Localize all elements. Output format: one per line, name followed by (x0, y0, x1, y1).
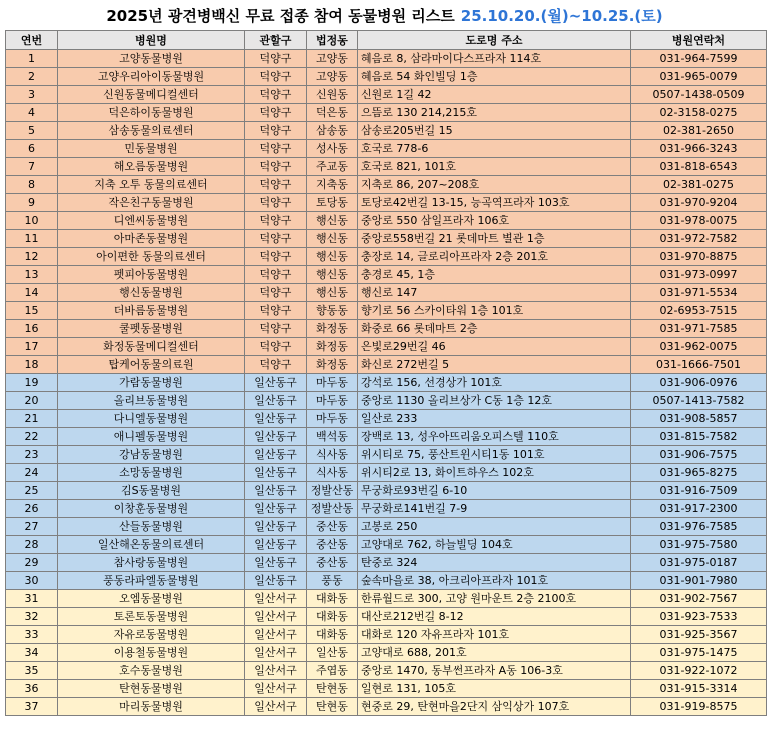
dong-cell: 탄현동 (307, 680, 358, 698)
row-number-cell: 8 (6, 176, 58, 194)
district-cell: 일산서구 (245, 644, 307, 662)
row-number-cell: 24 (6, 464, 58, 482)
phone-number-cell: 031-975-0187 (631, 554, 767, 572)
row-number-cell: 14 (6, 284, 58, 302)
phone-number-cell: 031-818-6543 (631, 158, 767, 176)
road-address-cell: 한류월드로 300, 고양 원마운트 2층 2100호 (358, 590, 631, 608)
dong-cell: 고양동 (307, 50, 358, 68)
table-row (6, 284, 767, 302)
table-row (6, 626, 767, 644)
row-number-cell: 6 (6, 140, 58, 158)
table-row (6, 338, 767, 356)
phone-number-cell: 031-971-5534 (631, 284, 767, 302)
road-address-cell: 고봉로 250 (358, 518, 631, 536)
row-number-cell: 34 (6, 644, 58, 662)
hospital-name-cell: 소망동물병원 (58, 464, 245, 482)
phone-number-cell: 031-915-3314 (631, 680, 767, 698)
district-cell: 일산동구 (245, 464, 307, 482)
phone-number-cell: 0507-1413-7582 (631, 392, 767, 410)
phone-number-cell: 031-919-8575 (631, 698, 767, 716)
dong-cell: 중산동 (307, 536, 358, 554)
table-row (6, 68, 767, 86)
hospital-name-cell: 고양우리아이동물병원 (58, 68, 245, 86)
district-cell: 일산동구 (245, 500, 307, 518)
title-dates: 25.10.20.(월)~10.25.(토) (460, 6, 663, 25)
col-header-hospital: 병원명 (58, 31, 245, 50)
dong-cell: 덕은동 (307, 104, 358, 122)
dong-cell: 토당동 (307, 194, 358, 212)
row-number-cell: 4 (6, 104, 58, 122)
hospital-name-cell: 이용철동물병원 (58, 644, 245, 662)
phone-number-cell: 0507-1438-0509 (631, 86, 767, 104)
dong-cell: 행신동 (307, 284, 358, 302)
district-cell: 일산동구 (245, 518, 307, 536)
table-row (6, 680, 767, 698)
hospital-name-cell: 디엔씨동물병원 (58, 212, 245, 230)
hospital-name-cell: 탑케어동물의료원 (58, 356, 245, 374)
hospital-name-cell: 고양동물병원 (58, 50, 245, 68)
row-number-cell: 36 (6, 680, 58, 698)
dong-cell: 행신동 (307, 230, 358, 248)
district-cell: 일산동구 (245, 428, 307, 446)
dong-cell: 일산동 (307, 644, 358, 662)
phone-number-cell: 031-923-7533 (631, 608, 767, 626)
row-number-cell: 21 (6, 410, 58, 428)
row-number-cell: 5 (6, 122, 58, 140)
road-address-cell: 토당로42번길 13-15, 능곡역프라자 103호 (358, 194, 631, 212)
row-number-cell: 10 (6, 212, 58, 230)
phone-number-cell: 031-975-7580 (631, 536, 767, 554)
road-address-cell: 중앙로 1130 올리브상가 C동 1층 12호 (358, 392, 631, 410)
table-row (6, 410, 767, 428)
table-row (6, 554, 767, 572)
phone-number-cell: 02-381-0275 (631, 176, 767, 194)
hospital-name-cell: 다니엘동물병원 (58, 410, 245, 428)
hospital-name-cell: 화정동물메디컬센터 (58, 338, 245, 356)
district-cell: 덕양구 (245, 266, 307, 284)
phone-number-cell: 031-966-3243 (631, 140, 767, 158)
phone-number-cell: 031-908-5857 (631, 410, 767, 428)
phone-number-cell: 031-815-7582 (631, 428, 767, 446)
sheet-title (0, 0, 769, 30)
row-number-cell: 31 (6, 590, 58, 608)
row-number-cell: 35 (6, 662, 58, 680)
dong-cell: 풍동 (307, 572, 358, 590)
phone-number-cell: 031-901-7980 (631, 572, 767, 590)
district-cell: 덕양구 (245, 68, 307, 86)
row-number-cell: 26 (6, 500, 58, 518)
row-number-cell: 27 (6, 518, 58, 536)
col-header-phone: 병원연락처 (631, 31, 767, 50)
table-row (6, 104, 767, 122)
road-address-cell: 무궁화로93번길 6-10 (358, 482, 631, 500)
row-number-cell: 18 (6, 356, 58, 374)
dong-cell: 지축동 (307, 176, 358, 194)
phone-number-cell: 031-925-3567 (631, 626, 767, 644)
road-address-cell: 고양대로 762, 하늘빌딩 104호 (358, 536, 631, 554)
road-address-cell: 중앙로 550 삼일프라자 106호 (358, 212, 631, 230)
table-row (6, 320, 767, 338)
road-address-cell: 화신로 272번길 5 (358, 356, 631, 374)
district-cell: 덕양구 (245, 302, 307, 320)
hospital-name-cell: 오엠동물병원 (58, 590, 245, 608)
row-number-cell: 32 (6, 608, 58, 626)
road-address-cell: 신원로 1길 42 (358, 86, 631, 104)
road-address-cell: 위시티2로 13, 화이트하우스 102호 (358, 464, 631, 482)
table-row (6, 698, 767, 716)
phone-number-cell: 031-962-0075 (631, 338, 767, 356)
row-number-cell: 3 (6, 86, 58, 104)
col-header-district: 관할구 (245, 31, 307, 50)
phone-number-cell: 031-972-7582 (631, 230, 767, 248)
dong-cell: 백석동 (307, 428, 358, 446)
phone-number-cell: 031-973-0997 (631, 266, 767, 284)
row-number-cell: 7 (6, 158, 58, 176)
road-address-cell: 무궁화로141번길 7-9 (358, 500, 631, 518)
district-cell: 일산서구 (245, 680, 307, 698)
road-address-cell: 대화로 120 자유프라자 101호 (358, 626, 631, 644)
hospital-name-cell: 산들동물병원 (58, 518, 245, 536)
district-cell: 덕양구 (245, 158, 307, 176)
hospital-name-cell: 참사랑동물병원 (58, 554, 245, 572)
dong-cell: 중산동 (307, 554, 358, 572)
col-header-dong: 법정동 (307, 31, 358, 50)
hospital-name-cell: 탄현동물병원 (58, 680, 245, 698)
dong-cell: 정발산동 (307, 500, 358, 518)
table-row (6, 140, 767, 158)
table-row (6, 122, 767, 140)
road-address-cell: 호국로 821, 101호 (358, 158, 631, 176)
district-cell: 덕양구 (245, 104, 307, 122)
dong-cell: 화정동 (307, 356, 358, 374)
phone-number-cell: 02-381-2650 (631, 122, 767, 140)
row-number-cell: 20 (6, 392, 58, 410)
dong-cell: 식사동 (307, 446, 358, 464)
dong-cell: 정발산동 (307, 482, 358, 500)
phone-number-cell: 031-975-1475 (631, 644, 767, 662)
hospital-name-cell: 마리동물병원 (58, 698, 245, 716)
dong-cell: 대화동 (307, 590, 358, 608)
header-row (6, 31, 767, 50)
hospital-name-cell: 펫피아동물병원 (58, 266, 245, 284)
district-cell: 일산서구 (245, 698, 307, 716)
dong-cell: 고양동 (307, 68, 358, 86)
road-address-cell: 일산로 233 (358, 410, 631, 428)
dong-cell: 행신동 (307, 212, 358, 230)
road-address-cell: 으뜸로 130 214,215호 (358, 104, 631, 122)
hospital-name-cell: 덕은하이동물병원 (58, 104, 245, 122)
road-address-cell: 지축로 86, 207~208호 (358, 176, 631, 194)
phone-number-cell: 031-976-7585 (631, 518, 767, 536)
row-number-cell: 2 (6, 68, 58, 86)
row-number-cell: 33 (6, 626, 58, 644)
district-cell: 일산동구 (245, 446, 307, 464)
road-address-cell: 강석로 156, 선경상가 101호 (358, 374, 631, 392)
phone-number-cell: 031-971-7585 (631, 320, 767, 338)
phone-number-cell: 02-6953-7515 (631, 302, 767, 320)
hospital-name-cell: 민동물병원 (58, 140, 245, 158)
road-address-cell: 장백로 13, 성우아뜨리움오피스텔 110호 (358, 428, 631, 446)
table-row (6, 230, 767, 248)
table-body (6, 50, 767, 716)
road-address-cell: 중앙로 1470, 동부썬프라자 A동 106-3호 (358, 662, 631, 680)
road-address-cell: 현중로 29, 탄현마을2단지 삼익상가 107호 (358, 698, 631, 716)
table-row (6, 356, 767, 374)
hospital-name-cell: 쿨펫동물병원 (58, 320, 245, 338)
road-address-cell: 고양대로 688, 201호 (358, 644, 631, 662)
district-cell: 일산서구 (245, 608, 307, 626)
table-row (6, 392, 767, 410)
dong-cell: 행신동 (307, 248, 358, 266)
row-number-cell: 17 (6, 338, 58, 356)
row-number-cell: 19 (6, 374, 58, 392)
dong-cell: 마두동 (307, 410, 358, 428)
phone-number-cell: 031-970-9204 (631, 194, 767, 212)
district-cell: 일산동구 (245, 554, 307, 572)
hospital-name-cell: 애니펠동물병원 (58, 428, 245, 446)
hospital-table (5, 30, 767, 716)
district-cell: 덕양구 (245, 320, 307, 338)
road-address-cell: 숲속마을로 38, 아크리아프라자 101호 (358, 572, 631, 590)
dong-cell: 삼송동 (307, 122, 358, 140)
table-row (6, 464, 767, 482)
district-cell: 덕양구 (245, 212, 307, 230)
table-row (6, 662, 767, 680)
table-row (6, 50, 767, 68)
hospital-name-cell: 아이편한 동물의료센터 (58, 248, 245, 266)
hospital-name-cell: 지축 오투 동물의료센터 (58, 176, 245, 194)
row-number-cell: 29 (6, 554, 58, 572)
road-address-cell: 대산로212번길 8-12 (358, 608, 631, 626)
phone-number-cell: 031-917-2300 (631, 500, 767, 518)
table-row (6, 572, 767, 590)
dong-cell: 대화동 (307, 626, 358, 644)
road-address-cell: 행신로 147 (358, 284, 631, 302)
dong-cell: 신원동 (307, 86, 358, 104)
hospital-name-cell: 풍동라파엘동물병원 (58, 572, 245, 590)
road-address-cell: 일현로 131, 105호 (358, 680, 631, 698)
phone-number-cell: 031-1666-7501 (631, 356, 767, 374)
dong-cell: 주엽동 (307, 662, 358, 680)
phone-number-cell: 031-965-8275 (631, 464, 767, 482)
table-row (6, 266, 767, 284)
district-cell: 덕양구 (245, 140, 307, 158)
district-cell: 덕양구 (245, 86, 307, 104)
row-number-cell: 9 (6, 194, 58, 212)
hospital-name-cell: 행신동물병원 (58, 284, 245, 302)
table-row (6, 374, 767, 392)
district-cell: 일산동구 (245, 374, 307, 392)
hospital-name-cell: 호수동물병원 (58, 662, 245, 680)
road-address-cell: 향기로 56 스카이타워 1층 101호 (358, 302, 631, 320)
dong-cell: 주교동 (307, 158, 358, 176)
dong-cell: 대화동 (307, 608, 358, 626)
road-address-cell: 중앙로558번길 21 롯데마트 별관 1층 (358, 230, 631, 248)
col-header-address: 도로명 주소 (358, 31, 631, 50)
row-number-cell: 16 (6, 320, 58, 338)
hospital-name-cell: 일산해온동물의료센터 (58, 536, 245, 554)
row-number-cell: 13 (6, 266, 58, 284)
hospital-name-cell: 더바름동물병원 (58, 302, 245, 320)
phone-number-cell: 02-3158-0275 (631, 104, 767, 122)
dong-cell: 행신동 (307, 266, 358, 284)
district-cell: 일산동구 (245, 572, 307, 590)
row-number-cell: 25 (6, 482, 58, 500)
phone-number-cell: 031-922-1072 (631, 662, 767, 680)
dong-cell: 탄현동 (307, 698, 358, 716)
table-row (6, 86, 767, 104)
phone-number-cell: 031-964-7599 (631, 50, 767, 68)
phone-number-cell: 031-916-7509 (631, 482, 767, 500)
district-cell: 덕양구 (245, 122, 307, 140)
dong-cell: 마두동 (307, 374, 358, 392)
district-cell: 일산서구 (245, 590, 307, 608)
hospital-name-cell: 아마존동물병원 (58, 230, 245, 248)
table-row (6, 302, 767, 320)
dong-cell: 식사동 (307, 464, 358, 482)
hospital-name-cell: 토론토동물병원 (58, 608, 245, 626)
hospital-name-cell: 작은친구동물병원 (58, 194, 245, 212)
district-cell: 일산서구 (245, 626, 307, 644)
table-row (6, 644, 767, 662)
district-cell: 일산동구 (245, 482, 307, 500)
table-row (6, 608, 767, 626)
hospital-name-cell: 자유로동물병원 (58, 626, 245, 644)
district-cell: 덕양구 (245, 194, 307, 212)
road-address-cell: 혜음로 8, 삼라마이다스프라자 114호 (358, 50, 631, 68)
hospital-name-cell: 가람동물병원 (58, 374, 245, 392)
phone-number-cell: 031-978-0075 (631, 212, 767, 230)
row-number-cell: 11 (6, 230, 58, 248)
col-header-number: 연번 (6, 31, 58, 50)
table-row (6, 194, 767, 212)
district-cell: 덕양구 (245, 338, 307, 356)
district-cell: 덕양구 (245, 50, 307, 68)
hospital-name-cell: 이창훈동물병원 (58, 500, 245, 518)
table-row (6, 158, 767, 176)
road-address-cell: 화중로 66 롯데마트 2층 (358, 320, 631, 338)
district-cell: 일산동구 (245, 536, 307, 554)
road-address-cell: 은빛로29번길 46 (358, 338, 631, 356)
hospital-name-cell: 김S동물병원 (58, 482, 245, 500)
district-cell: 일산서구 (245, 662, 307, 680)
road-address-cell: 충장로 14, 글로리아프라자 2층 201호 (358, 248, 631, 266)
hospital-name-cell: 신원동물메디컬센터 (58, 86, 245, 104)
road-address-cell: 탄중로 324 (358, 554, 631, 572)
row-number-cell: 15 (6, 302, 58, 320)
dong-cell: 화정동 (307, 338, 358, 356)
phone-number-cell: 031-906-7575 (631, 446, 767, 464)
dong-cell: 중산동 (307, 518, 358, 536)
row-number-cell: 28 (6, 536, 58, 554)
hospital-name-cell: 올리브동물병원 (58, 392, 245, 410)
row-number-cell: 37 (6, 698, 58, 716)
table-row (6, 518, 767, 536)
hospital-name-cell: 삼송동물의료센터 (58, 122, 245, 140)
district-cell: 일산동구 (245, 410, 307, 428)
road-address-cell: 삼송로205번길 15 (358, 122, 631, 140)
road-address-cell: 호국로 778-6 (358, 140, 631, 158)
hospital-name-cell: 강남동물병원 (58, 446, 245, 464)
dong-cell: 성사동 (307, 140, 358, 158)
table-row (6, 536, 767, 554)
row-number-cell: 1 (6, 50, 58, 68)
phone-number-cell: 031-970-8875 (631, 248, 767, 266)
table-row (6, 176, 767, 194)
district-cell: 일산동구 (245, 392, 307, 410)
table-row (6, 446, 767, 464)
district-cell: 덕양구 (245, 230, 307, 248)
road-address-cell: 충경로 45, 1층 (358, 266, 631, 284)
row-number-cell: 30 (6, 572, 58, 590)
table-row (6, 248, 767, 266)
road-address-cell: 위시티로 75, 풍산트윈시티1동 101호 (358, 446, 631, 464)
title-text: 2025년 광견병백신 무료 접종 참여 동물병원 리스트 (106, 6, 455, 25)
phone-number-cell: 031-902-7567 (631, 590, 767, 608)
phone-number-cell: 031-906-0976 (631, 374, 767, 392)
table-row (6, 212, 767, 230)
table-row (6, 590, 767, 608)
district-cell: 덕양구 (245, 248, 307, 266)
table-row (6, 428, 767, 446)
district-cell: 덕양구 (245, 356, 307, 374)
road-address-cell: 혜음로 54 화인빌딩 1층 (358, 68, 631, 86)
table-row (6, 482, 767, 500)
phone-number-cell: 031-965-0079 (631, 68, 767, 86)
district-cell: 덕양구 (245, 176, 307, 194)
row-number-cell: 23 (6, 446, 58, 464)
dong-cell: 마두동 (307, 392, 358, 410)
dong-cell: 화정동 (307, 320, 358, 338)
table-row (6, 500, 767, 518)
row-number-cell: 22 (6, 428, 58, 446)
district-cell: 덕양구 (245, 284, 307, 302)
dong-cell: 향동동 (307, 302, 358, 320)
row-number-cell: 12 (6, 248, 58, 266)
hospital-name-cell: 해오름동물병원 (58, 158, 245, 176)
